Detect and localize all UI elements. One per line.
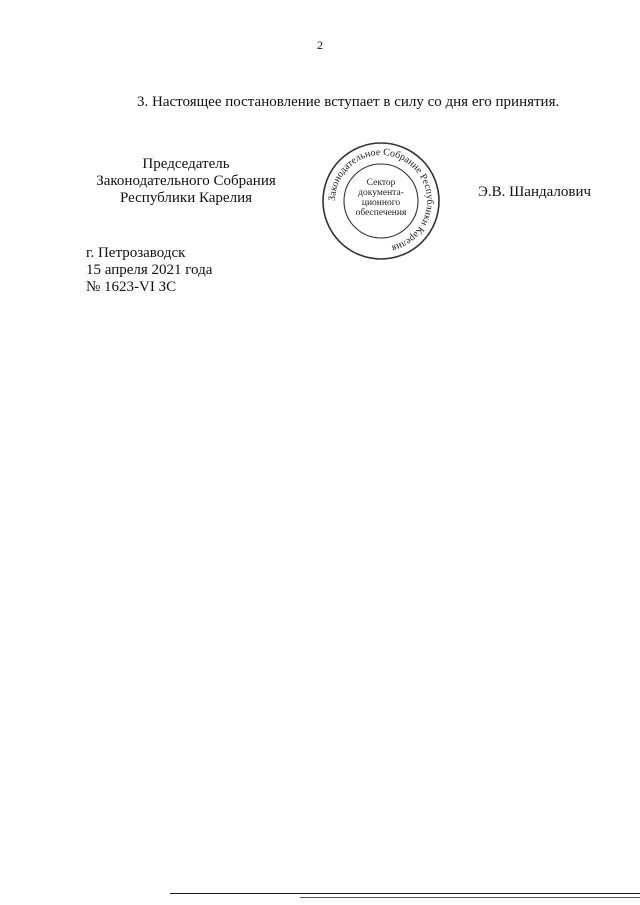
seal-ring-text: Законодательное Собрание Республики Карелия: [326, 146, 436, 254]
seal-center-line: обеспечения: [355, 208, 407, 218]
city: г. Петрозаводск: [86, 245, 186, 261]
seal-center-line: ционного: [361, 198, 401, 208]
seal-center-line: документа-: [358, 188, 404, 198]
date: 15 апреля 2021 года: [86, 262, 213, 278]
page-bottom-line: [300, 897, 640, 898]
signer-title-line: Республики Карелия: [119, 190, 253, 206]
place-date-block: [86, 245, 212, 296]
official-seal-stamp: [320, 140, 442, 262]
document-number: № 1623-VI ЗС: [86, 279, 177, 295]
signer-title-line: Председатель: [142, 156, 230, 172]
signer-name: Э.В. Шандалович: [478, 184, 592, 200]
signer-title-line: Законодательного Собрания: [96, 173, 276, 189]
page-bottom-line: [170, 893, 640, 894]
seal-center-line: Сектор: [366, 178, 396, 188]
signer-title: [86, 156, 286, 207]
seal-graphic: [320, 140, 442, 262]
clause-text: 3. Настоящее постановление вступает в силу со дня его принятия.: [137, 94, 560, 110]
page-number: 2: [317, 38, 323, 52]
